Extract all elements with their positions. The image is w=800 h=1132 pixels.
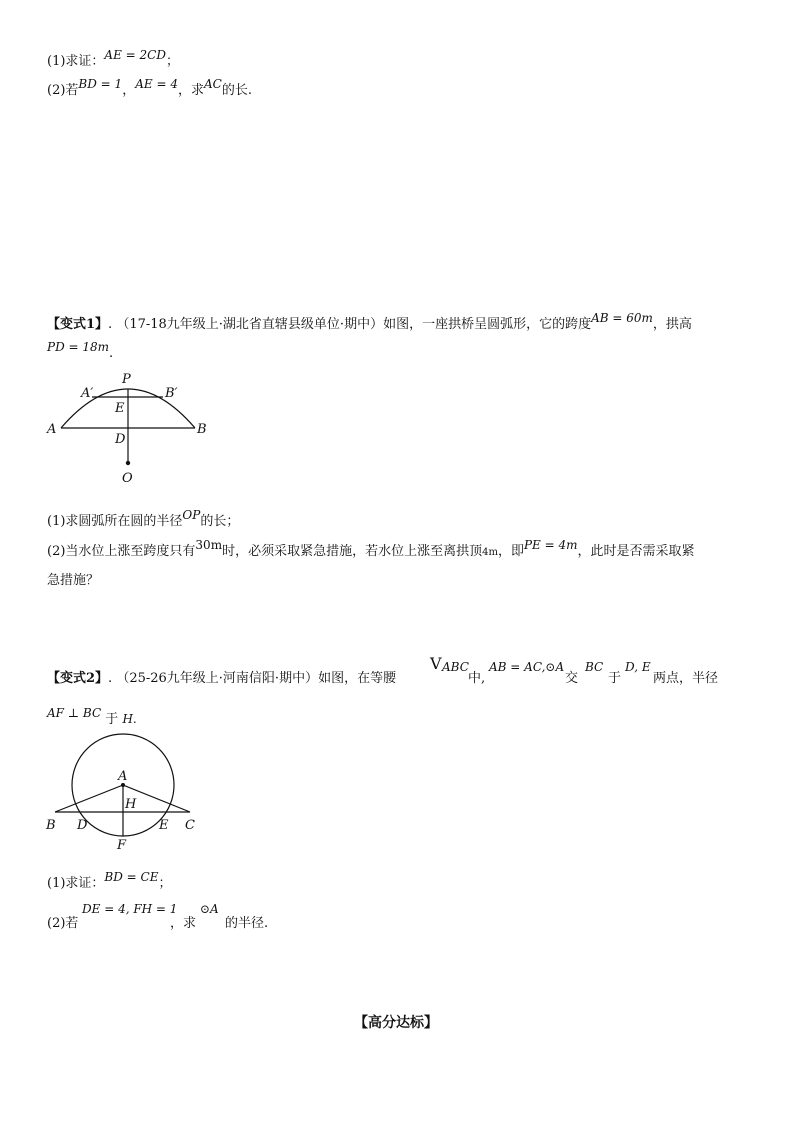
q1-part2-sep: ，	[122, 83, 136, 98]
label-H: H	[125, 797, 137, 812]
q1-part2-math2: AE = 4	[135, 77, 178, 91]
v2-p1-math: BD = CE	[104, 870, 159, 884]
v2-p2-prefix: (2)若	[47, 916, 79, 931]
v2-heading-line2	[47, 706, 137, 729]
q1-part2-mid: ，求	[177, 83, 204, 98]
v2-p1-suffix: ；	[158, 876, 172, 891]
v1-p1-suffix: 的长；	[200, 514, 240, 529]
label-O: O	[122, 471, 133, 486]
v2-af-math: AF ⊥ BC	[47, 706, 102, 720]
q1-part2-prefix: (2)若	[47, 83, 79, 98]
label-P: P	[122, 372, 131, 387]
v2-p2-mid: ，求	[170, 916, 197, 931]
v1-dot: .	[108, 317, 113, 332]
v2-jiao: 交	[565, 671, 579, 686]
q1-part1-prefix: (1)求证：	[47, 54, 105, 69]
v2-p2-suffix: 的半径.	[225, 916, 269, 931]
v1-part2-line2: 急措施？	[47, 573, 100, 588]
v1-span-math: AB = 60m	[591, 311, 653, 325]
v1-p2-prefix: (2)当水位上涨至跨度只有	[47, 544, 196, 559]
v1-p1-math: OP	[182, 508, 201, 522]
v1-part2	[47, 538, 695, 562]
v2-h-math: H.	[122, 712, 137, 726]
v2-zhong: 中,	[468, 671, 486, 686]
v2-p2-math2: ⊙A	[200, 902, 219, 916]
q1-part1-math: AE = 2CD	[104, 48, 166, 62]
q1-part2-math1: BD = 1	[78, 77, 123, 91]
v1-p2-math2: 4m	[482, 547, 498, 558]
v1-p2-mid2: ，即	[497, 544, 524, 559]
label-A: A	[47, 422, 57, 437]
v2-tag: 【变式2】	[47, 671, 109, 686]
v2-part1	[47, 870, 172, 893]
v1-tag: 【变式1】	[47, 317, 109, 332]
label-C: C	[185, 818, 195, 833]
v1-p1-prefix: (1)求圆弧所在圆的半径	[47, 514, 183, 529]
v2-yu: 于	[608, 671, 622, 686]
label-D: D	[115, 432, 126, 447]
v1-source: （17-18九年级上·湖北省直辖县级单位·期中）如图，一座拱桥呈圆弧形，它的跨度	[116, 317, 592, 332]
q1-part2-suffix: 的长.	[221, 83, 252, 98]
v1-end: .	[109, 346, 114, 361]
label-F: F	[117, 838, 127, 853]
v2-tri-symbol: V	[430, 654, 442, 673]
v2-cond-math: AB = AC,⊙A	[489, 660, 565, 674]
label-B1: B′	[165, 386, 178, 401]
v2-af-suffix: 于	[105, 712, 119, 727]
q1-part1-suffix: ；	[165, 54, 179, 69]
v2-dot: .	[108, 671, 113, 686]
label-D: D	[77, 818, 88, 833]
v2-heading	[47, 670, 396, 688]
v2-source: （25-26九年级上·河南信阳·期中）如图，在等腰	[116, 671, 397, 686]
v1-height-math: PD = 18m	[47, 340, 110, 354]
label-B: B	[197, 422, 207, 437]
v2-liangdian: 两点，半径	[653, 671, 719, 686]
v2-p1-prefix: (1)求证：	[47, 876, 105, 891]
v2-p2-math1: DE = 4, FH = 1	[82, 902, 178, 916]
point-O	[126, 461, 130, 465]
v1-part1	[47, 508, 240, 531]
label-E: E	[159, 818, 169, 833]
segment-AB	[55, 785, 123, 812]
v1-text2: ，拱高	[652, 317, 692, 332]
label-A: A	[118, 769, 128, 784]
v2-tri-math: ABC	[442, 660, 469, 674]
v1-p2-mid3: ，此时是否需采取紧	[577, 544, 695, 559]
v1-p2-math3: PE = 4m	[523, 538, 578, 552]
label-E: E	[115, 401, 125, 416]
label-A1: A′	[81, 386, 94, 401]
v1-p2-math1: 30m	[195, 538, 223, 552]
v1-p2-mid1: 时，必须采取紧急措施，若水位上涨至离拱顶	[222, 544, 483, 559]
v2-bc-math: BC	[585, 660, 604, 674]
label-B: B	[46, 818, 56, 833]
q1-part2-math3: AC	[203, 77, 222, 91]
section-title: 【高分达标】	[354, 1015, 438, 1031]
v2-de-math: D, E	[625, 660, 651, 674]
